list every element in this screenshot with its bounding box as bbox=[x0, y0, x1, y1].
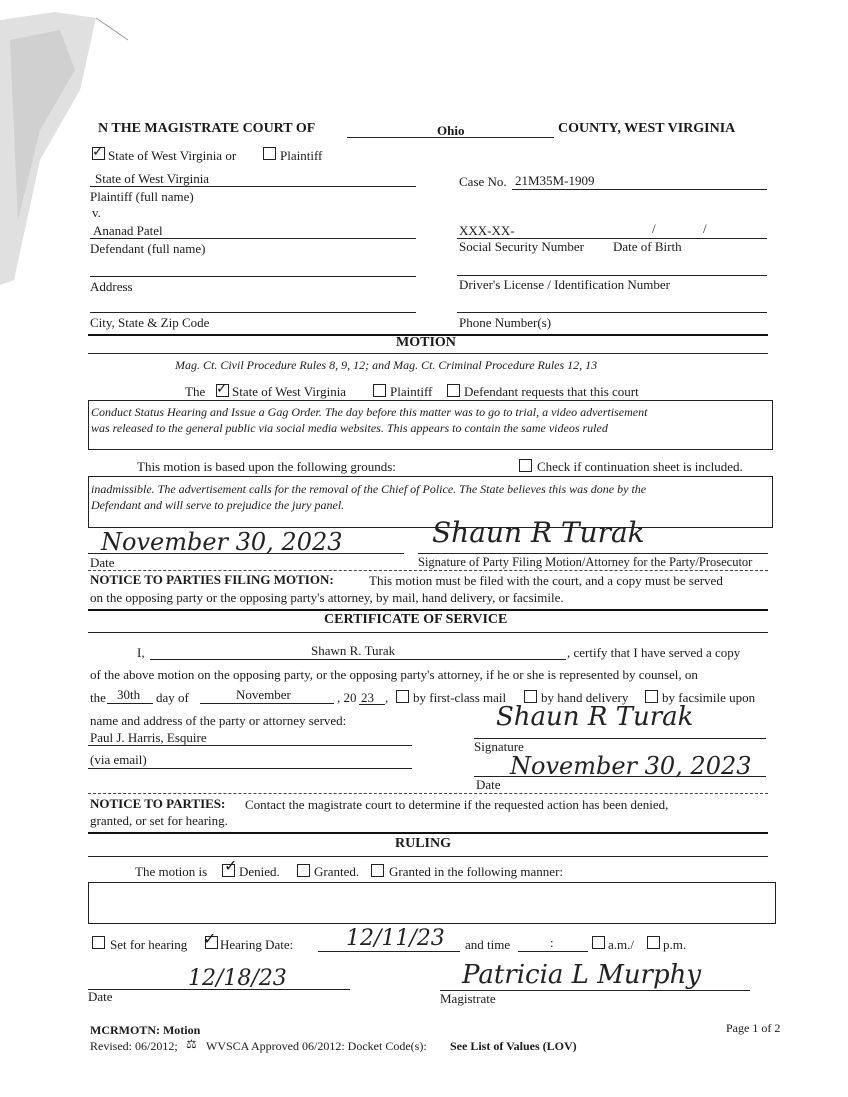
continuation-label: Check if continuation sheet is included. bbox=[537, 459, 743, 474]
request-line-2: was released to the general public via social media websites. This appears to contain the same videos ruled bbox=[91, 421, 608, 435]
ssn-caption: Social Security Number bbox=[459, 239, 584, 254]
notice-parties-text-2: granted, or set for hearing. bbox=[90, 813, 228, 828]
phone-caption: Phone Number(s) bbox=[459, 315, 552, 330]
defendant-caption: Defendant (full name) bbox=[90, 241, 206, 256]
checkmark-icon: ✓ bbox=[224, 856, 238, 875]
cert-line-2: of the above motion on the opposing party, or the opposing party's attorney, if he or she is represented by counsel, on bbox=[90, 667, 698, 682]
cert-certify: , certify that I have served a copy bbox=[567, 645, 741, 660]
set-hearing-label: Set for hearing bbox=[110, 937, 188, 952]
cert-date-handwritten: November 30, 2023 bbox=[510, 752, 752, 780]
cert-signature: Shaun R Turak bbox=[496, 702, 694, 732]
cert-year: 23 bbox=[361, 690, 374, 705]
case-label: Case No. bbox=[459, 174, 507, 189]
checkmark-icon: ✓ bbox=[92, 144, 104, 160]
motion-date-handwritten: November 30, 2023 bbox=[101, 528, 343, 556]
notice-parties-text-1: Contact the magistrate court to determine if the requested action has been denied, bbox=[245, 797, 669, 812]
granted-manner-checkbox[interactable] bbox=[371, 864, 384, 877]
motion-defendant-label: Defendant requests that this court bbox=[464, 384, 639, 399]
notice-parties-heading: NOTICE TO PARTIES: bbox=[90, 796, 226, 811]
dob-slash-2: / bbox=[703, 221, 707, 236]
hearing-date-label: Hearing Date: bbox=[220, 937, 294, 952]
cert-signature-caption: Signature bbox=[474, 739, 524, 754]
pm-checkbox[interactable] bbox=[647, 936, 660, 949]
granted-manner-label: Granted in the following manner: bbox=[389, 864, 564, 879]
case-number: 21M35M-1909 bbox=[515, 173, 595, 188]
am-label: a.m./ bbox=[608, 937, 634, 952]
state-option-label: State of West Virginia or bbox=[108, 148, 237, 163]
cert-i: I, bbox=[137, 645, 145, 660]
set-hearing-checkbox[interactable] bbox=[92, 936, 105, 949]
ruling-manner-box bbox=[88, 882, 776, 924]
cert-day: 30th bbox=[117, 687, 141, 702]
dob-caption: Date of Birth bbox=[613, 239, 682, 254]
motion-plaintiff-checkbox[interactable] bbox=[373, 384, 386, 397]
county-value: Ohio bbox=[437, 123, 465, 138]
plaintiff-checkbox[interactable] bbox=[263, 147, 276, 160]
continuation-checkbox[interactable] bbox=[519, 459, 532, 472]
time-colon: : bbox=[550, 935, 554, 950]
checkmark-icon: ✓ bbox=[216, 381, 228, 397]
grounds-label: This motion is based upon the following grounds: bbox=[137, 459, 396, 474]
cert-date-caption: Date bbox=[476, 777, 501, 792]
form-code: MCRMOTN: Motion bbox=[90, 1023, 201, 1037]
motion-date-caption: Date bbox=[90, 555, 115, 570]
dob-slash-1: / bbox=[652, 221, 656, 236]
hand-delivery-label: by hand delivery bbox=[541, 690, 629, 705]
denied-label: Denied. bbox=[239, 864, 280, 879]
ruling-date-caption: Date bbox=[88, 989, 113, 1004]
served-line-1: Paul J. Harris, Esquire bbox=[90, 730, 207, 745]
ruling-motion-is: The motion is bbox=[135, 864, 208, 879]
lov-text: See List of Values (LOV) bbox=[450, 1039, 577, 1053]
fax-label: by facsimile upon bbox=[662, 690, 756, 705]
wvsca-text: WVSCA Approved 06/2012: Docket Code(s): bbox=[206, 1039, 427, 1053]
cert-year-prefix: , 20 bbox=[337, 690, 357, 705]
plaintiff-caption: Plaintiff (full name) bbox=[90, 189, 194, 204]
granted-checkbox[interactable] bbox=[297, 864, 310, 877]
ssn-value: XXX-XX- bbox=[459, 223, 515, 238]
ruling-date-handwritten: 12/18/23 bbox=[188, 966, 287, 991]
license-caption: Driver's License / Identification Number bbox=[459, 277, 670, 292]
motion-the: The bbox=[185, 384, 206, 399]
cert-the: the bbox=[90, 690, 106, 705]
mail-label: by first-class mail bbox=[413, 690, 507, 705]
defendant-name: Ananad Patel bbox=[93, 223, 163, 238]
versus: v. bbox=[92, 205, 101, 220]
revised: Revised: 06/2012; bbox=[90, 1039, 178, 1053]
cert-day-of: day of bbox=[156, 690, 189, 705]
plaintiff-option-label: Plaintiff bbox=[280, 148, 323, 163]
magistrate-signature: Patricia L Murphy bbox=[462, 960, 702, 990]
motion-plaintiff-label: Plaintiff bbox=[390, 384, 433, 399]
request-line-1: Conduct Status Hearing and Issue a Gag Order. The day before this matter was to go to trial, a video advertisement bbox=[91, 405, 648, 419]
hearing-date-handwritten: 12/11/23 bbox=[346, 926, 445, 951]
magistrate-caption: Magistrate bbox=[440, 991, 496, 1006]
motion-signature: Shaun R Turak bbox=[432, 516, 645, 549]
and-time-label: and time bbox=[465, 937, 511, 952]
certificate-title: CERTIFICATE OF SERVICE bbox=[324, 612, 508, 627]
notice-filing-text-1: This motion must be filed with the court, and a copy must be served bbox=[369, 573, 723, 588]
cert-year-suffix: , bbox=[385, 690, 389, 705]
checkmark-icon: ✓ bbox=[203, 929, 217, 948]
am-checkbox[interactable] bbox=[592, 936, 605, 949]
motion-defendant-checkbox[interactable] bbox=[447, 384, 460, 397]
grounds-line-2: Defendant and will serve to prejudice the jury panel. bbox=[91, 498, 345, 512]
motion-rules: Mag. Ct. Civil Procedure Rules 8, 9, 12; and Mag. Ct. Criminal Procedure Rules 12, 13 bbox=[175, 358, 598, 372]
served-line-2: (via email) bbox=[90, 752, 147, 767]
page-number: Page 1 of 2 bbox=[726, 1021, 781, 1035]
granted-label: Granted. bbox=[314, 864, 360, 879]
county-suffix: COUNTY, WEST VIRGINIA bbox=[558, 121, 736, 136]
notice-filing-heading: NOTICE TO PARTIES FILING MOTION: bbox=[90, 572, 334, 587]
motion-title: MOTION bbox=[396, 335, 456, 350]
motion-state-label: State of West Virginia bbox=[232, 384, 347, 399]
motion-signature-caption: Signature of Party Filing Motion/Attorney for the Party/Prosecutor bbox=[418, 555, 753, 569]
grounds-line-1: inadmissible. The advertisement calls for the removal of the Chief of Police. The State believes this was done by the bbox=[91, 482, 647, 496]
court-heading: N THE MAGISTRATE COURT OF bbox=[98, 121, 316, 136]
address-caption: Address bbox=[90, 279, 133, 294]
pm-label: p.m. bbox=[663, 937, 687, 952]
mail-checkbox[interactable] bbox=[396, 690, 409, 703]
cert-name: Shawn R. Turak bbox=[311, 643, 396, 658]
plaintiff-name: State of West Virginia bbox=[95, 171, 210, 186]
city-caption: City, State & Zip Code bbox=[90, 315, 210, 330]
notice-filing-text-2: on the opposing party or the opposing party's attorney, by mail, hand delivery, or facsimile. bbox=[90, 590, 564, 605]
ruling-title: RULING bbox=[395, 836, 452, 851]
served-label: name and address of the party or attorney served: bbox=[90, 713, 347, 728]
scales-icon: ⚖ bbox=[186, 1037, 197, 1051]
cert-month: November bbox=[236, 687, 291, 702]
